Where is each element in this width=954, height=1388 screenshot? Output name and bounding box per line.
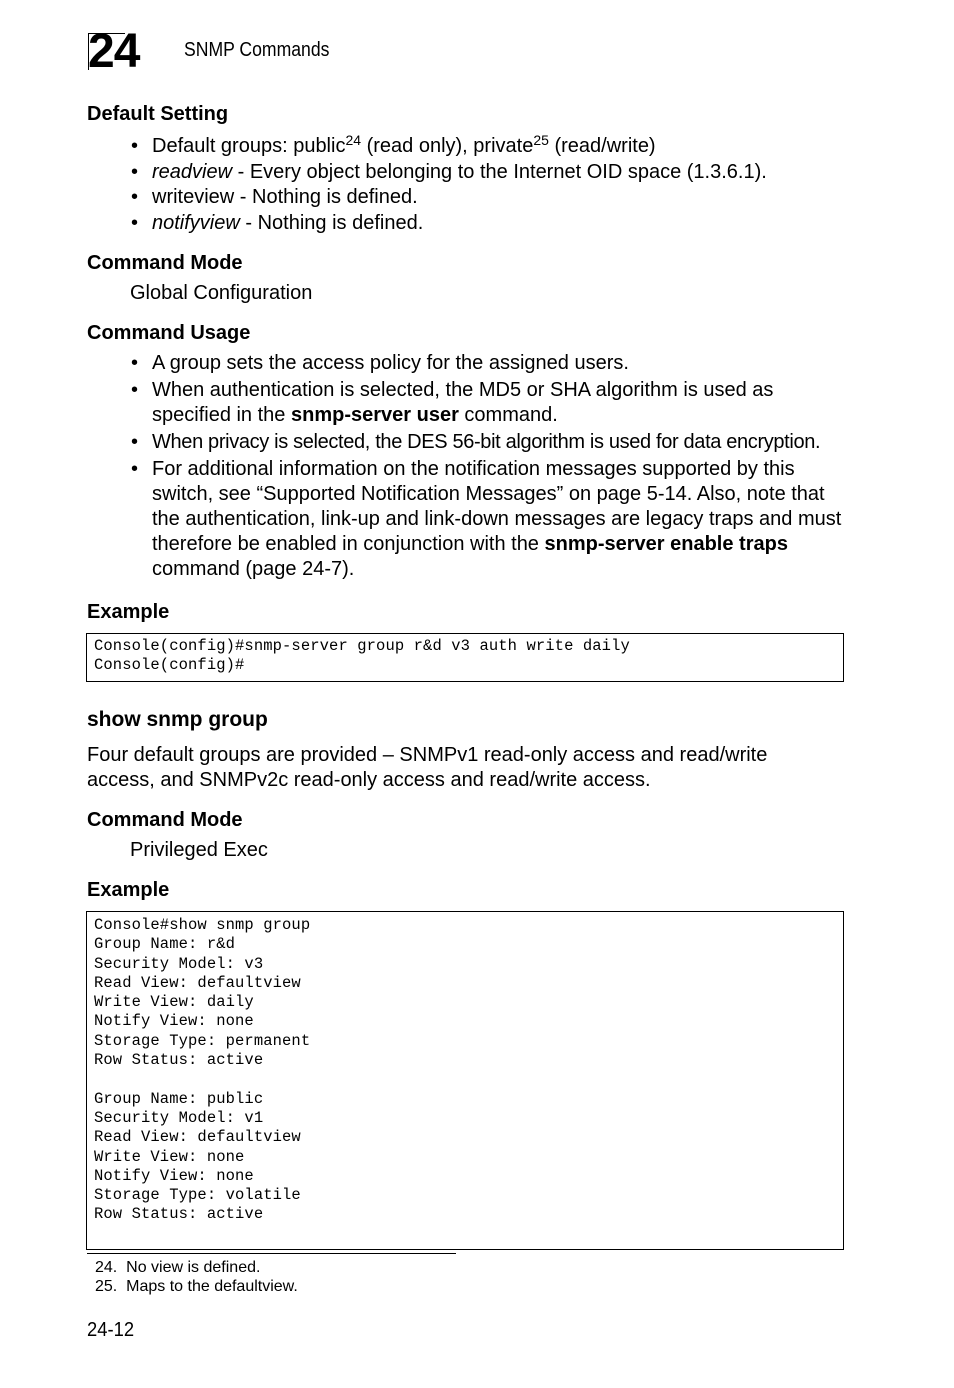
- chapter-title: SNMP Commands: [184, 39, 330, 61]
- command-mode-value: Privileged Exec: [130, 839, 268, 861]
- default-setting-heading: Default Setting: [87, 103, 229, 125]
- command-mode-heading: Command Mode: [87, 809, 243, 831]
- command-mode-value: Global Configuration: [130, 282, 313, 304]
- list-item: • When authentication is selected, the MD5 or SHA algorithm is used as specified in the snmp-server user command.: [131, 378, 851, 428]
- command-title: show snmp group: [87, 708, 268, 731]
- command-usage-list: [131, 351, 851, 583]
- example-heading: Example: [87, 879, 170, 901]
- list-item: • For additional information on the notification messages supported by this switch, see “Supported Notification Messages” on page 5-14. Also, note that the authentication, link-up and link-down messages are legacy traps and must therefore be enabled in conjunction with the snmp-server enable traps command (page 24-7).: [131, 457, 851, 582]
- footnote-ref: 25: [533, 132, 549, 148]
- list-item: • A group sets the access policy for the assigned users.: [131, 351, 851, 376]
- command-mode-heading: Command Mode: [87, 252, 243, 274]
- footnote: 25. Maps to the defaultview.: [95, 1278, 298, 1295]
- footnote: 24. No view is defined.: [95, 1259, 261, 1276]
- page-number: 24-12: [87, 1319, 135, 1341]
- list-item: • When privacy is selected, the DES 56-bit algorithm is used for data encryption.: [131, 430, 851, 455]
- code-example-2: Console#show snmp group Group Name: r&d Security Model: v3 Read View: defaultview Write View: daily Notify View: none Storage Type: permanent Row Status: active Group Name: public Security Model: v1 Read View: defaultview Write View: none Notify View: none Storage Type: volatile Row Status: active: [86, 911, 844, 1250]
- footnote-ref: 24: [345, 132, 362, 148]
- footnote-divider: [87, 1253, 456, 1254]
- example-heading: Example: [87, 601, 170, 623]
- list-item: • Default groups: public$^{24}$ (read only), private$^{25}$ (read/write): [131, 134, 861, 159]
- default-setting-list: [131, 134, 861, 236]
- chapter-number: 24: [88, 25, 140, 78]
- command-usage-heading: Command Usage: [87, 322, 251, 344]
- command-description: Four default groups are provided – SNMPv1 read-only access and read/write access, and SNMPv2c read-only access and read/write access.: [87, 744, 768, 791]
- list-item: • notifyview - Nothing is defined.: [131, 211, 861, 236]
- code-example-1: Console(config)#snmp-server group r&d v3 auth write daily Console(config)#: [86, 633, 844, 682]
- list-item: • readview - Every object belonging to the Internet OID space (1.3.6.1).: [131, 160, 861, 185]
- list-item: • writeview - Nothing is defined.: [131, 185, 861, 210]
